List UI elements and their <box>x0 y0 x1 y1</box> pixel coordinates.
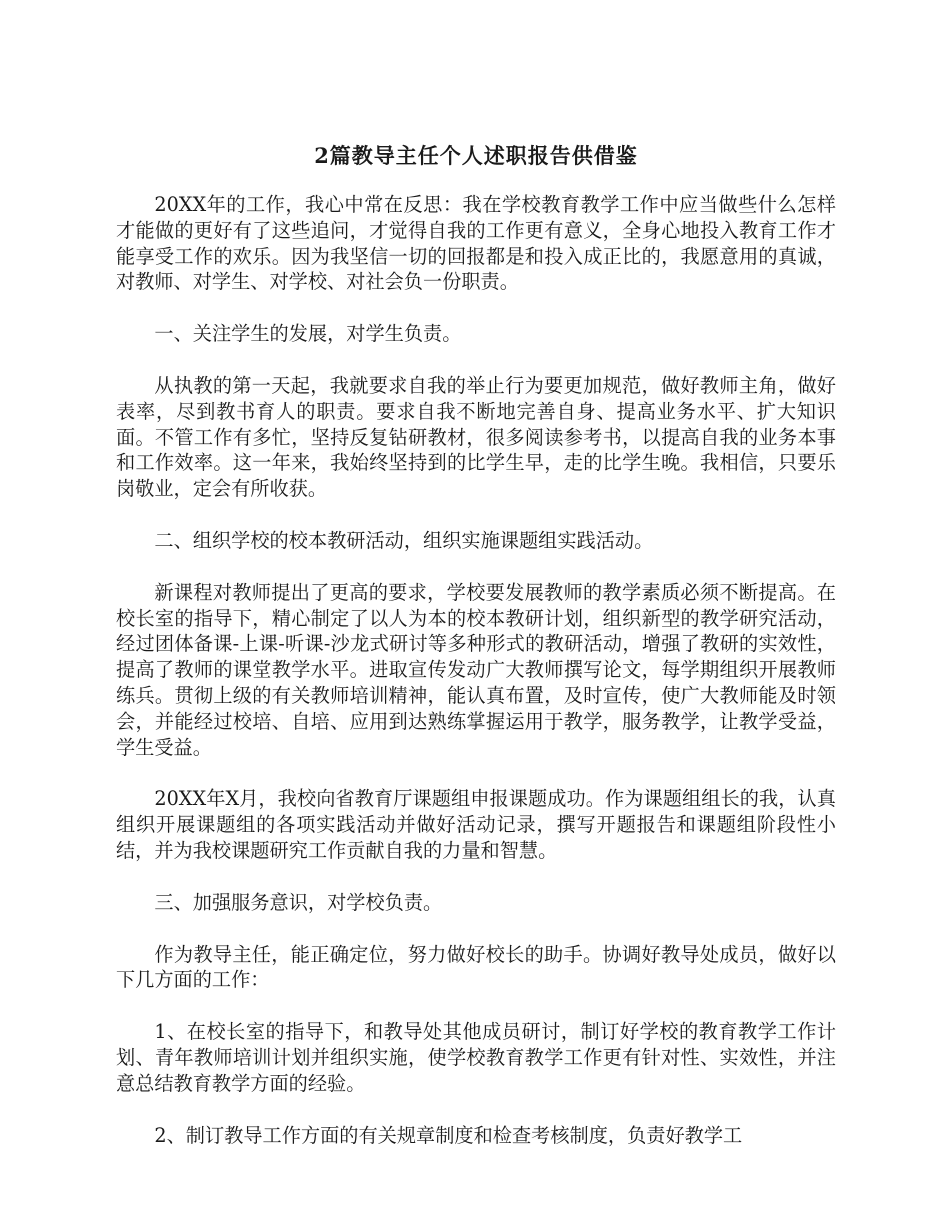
paragraph-section-2a: 新课程对教师提出了更高的要求，学校要发展教师的教学素质必须不断提高。在校长室的指导下，精心制定了以人为本的校本教研计划，组织新型的教学研究活动，经过团体备课-上课-听课-沙龙式研讨等多种形式的教研活动，增强了教研的实效性，提高了教师的课堂教学水平。进取宣传发动广大教师撰写论文，每学期组织开展教师练兵。贯彻上级的有关教师培训精神，能认真布置，及时宣传，使广大教师能及时领会，并能经过校培、自培、应用到达熟练掌握运用于教学，服务教学，让教学受益，学生受益。 <box>116 580 836 759</box>
paragraph-intro: 20XX年的工作，我心中常在反思：我在学校教育教学工作中应当做些什么怎样才能做的更好有了这些追问，才觉得自我的工作更有意义，全身心地投入教育工作才能享受工作的欢乐。因为我坚信一切的回报都是和投入成正比的，我愿意用的真诚，对教师、对学生、对学校、对社会负一份职责。 <box>116 193 836 294</box>
list-item-2: 2、制订教导工作方面的有关规章制度和检查考核制度，负责好教学工 <box>154 1123 743 1147</box>
section-heading-2: 二、组织学校的校本教研活动，组织实施课题组实践活动。 <box>154 528 654 552</box>
section-heading-3: 三、加强服务意识，对学校负责。 <box>154 890 443 914</box>
list-item-1: 1、在校长室的指导下，和教导处其他成员研讨，制订好学校的教育教学工作计划、青年教师培训计划并组织实施，使学校教育教学工作更有针对性、实效性，并注意总结教育教学方面的经验。 <box>116 1020 836 1095</box>
paragraph-section-1: 从执教的第一天起，我就要求自我的举止行为要更加规范，做好教师主角，做好表率，尽到教书育人的职责。要求自我不断地完善自身、提高业务水平、扩大知识面。不管工作有多忙，坚持反复钻研教材，很多阅读参考书，以提高自我的业务本事和工作效率。这一年来，我始终坚持到的比学生早，走的比学生晚。我相信，只要乐岗敬业，定会有所收获。 <box>116 373 836 501</box>
section-heading-1: 一、关注学生的发展，对学生负责。 <box>154 322 462 346</box>
paragraph-section-2b: 20XX年X月，我校向省教育厅课题组申报课题成功。作为课题组组长的我，认真组织开展课题组的各项实践活动并做好活动记录，撰写开题报告和课题组阶段性小结，并为我校课题研究工作贡献自我的力量和智慧。 <box>116 787 836 862</box>
document-page <box>116 0 836 1230</box>
paragraph-section-3: 作为教导主任，能正确定位，努力做好校长的助手。协调好教导处成员，做好以下几方面的工作： <box>116 942 836 992</box>
document-title: 2篇教导主任个人述职报告供借鉴 <box>314 143 638 168</box>
